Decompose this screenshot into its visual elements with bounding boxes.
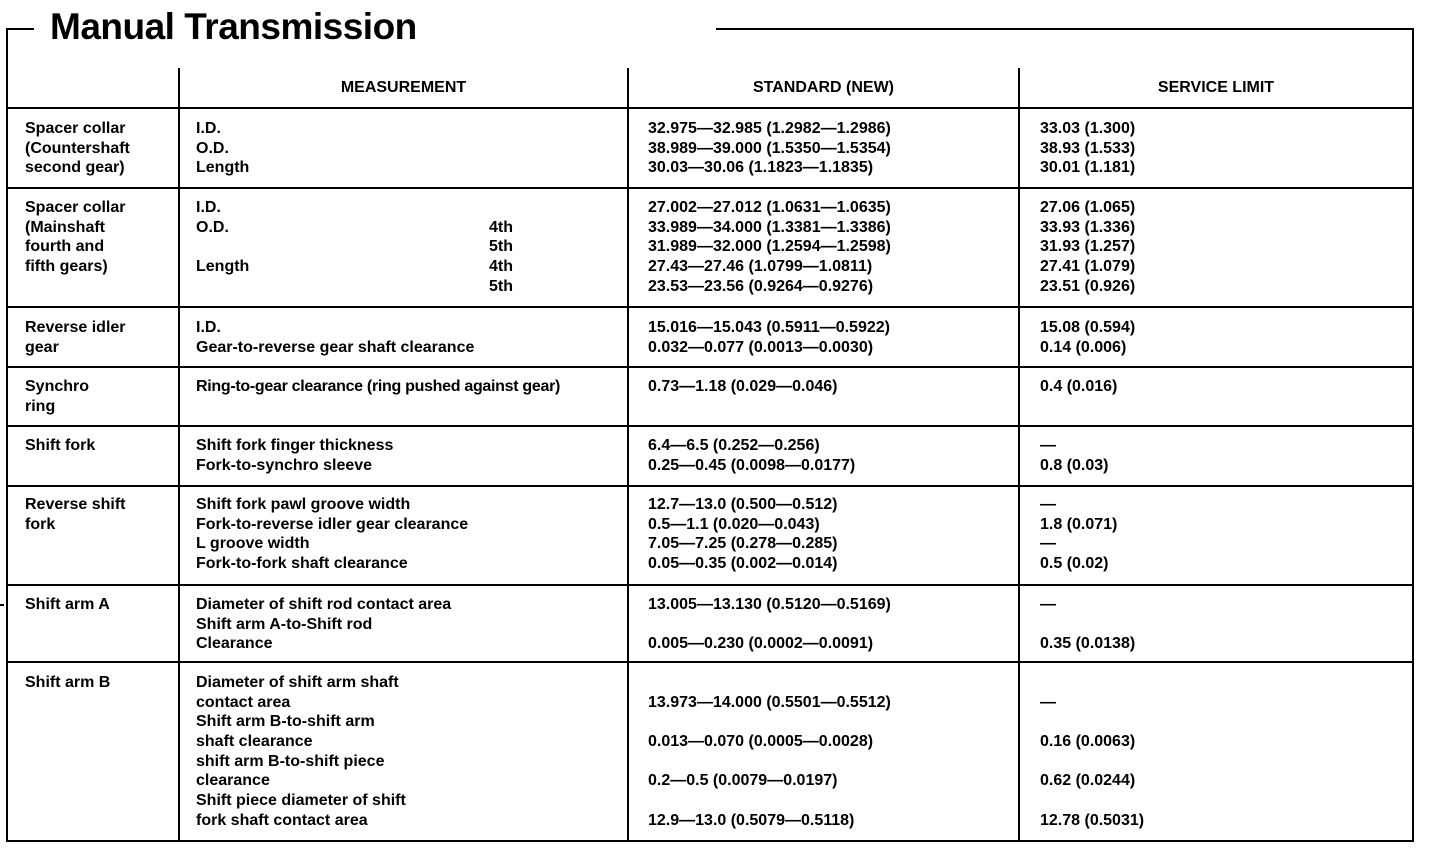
- gear-label: [489, 198, 513, 218]
- row-divider: [6, 306, 1414, 308]
- table-bottom-line: [6, 840, 1414, 842]
- standard-cell: [648, 318, 890, 357]
- measurement-line: I.D.: [196, 319, 221, 336]
- row-divider: [6, 366, 1414, 368]
- measurement-line: Shift arm B-to-shift arm: [196, 713, 375, 731]
- measurement-cell: [196, 595, 451, 654]
- part-line: Spacer collar: [25, 120, 126, 137]
- gear-cell: [489, 198, 513, 296]
- part-line: Shift arm B: [25, 674, 111, 691]
- row-divider: [6, 187, 1414, 189]
- standard-value: 13.005—13.130 (0.5120—0.5169): [648, 596, 891, 613]
- part-line: Reverse shift: [25, 496, 126, 513]
- limit-value: 1.8 (0.071): [1040, 515, 1118, 533]
- limit-value: 30.01 (1.181): [1040, 159, 1136, 177]
- part-line: fourth and: [25, 238, 105, 256]
- measurement-line: shift arm B-to-shift piece: [196, 752, 385, 770]
- part-line: Reverse idler: [25, 319, 126, 336]
- measurement-cell: [196, 436, 393, 475]
- limit-value: 0.8 (0.03): [1040, 456, 1109, 474]
- limit-cell: [1040, 198, 1135, 296]
- gear-label: 5th: [489, 277, 513, 295]
- standard-value: 0.25—0.45 (0.0098—0.0177): [648, 456, 856, 474]
- part-line: Synchro: [25, 378, 90, 395]
- standard-value: 31.989—32.000 (1.2594—1.2598): [648, 238, 891, 256]
- measurement-line: Length: [196, 258, 250, 276]
- part-line: second gear): [25, 159, 125, 177]
- limit-value: —: [1040, 596, 1056, 613]
- standard-value: 32.975—32.985 (1.2982—1.2986): [648, 120, 891, 137]
- page-title: Manual Transmission: [50, 6, 417, 47]
- part-line: (Countershaft: [25, 139, 130, 157]
- frame-top-left-line: [6, 28, 34, 30]
- part-line: Shift arm A: [25, 596, 110, 613]
- standard-cell: [648, 673, 891, 831]
- part-cell: [25, 119, 130, 178]
- standard-value: 0.032—0.077 (0.0013—0.0030): [648, 338, 874, 356]
- measurement-line: I.D.: [196, 199, 221, 216]
- measurement-line: I.D.: [196, 120, 221, 137]
- standard-cell: [648, 119, 891, 178]
- limit-cell: [1040, 318, 1135, 357]
- measurement-line: shaft clearance: [196, 733, 313, 751]
- standard-value: 0.013—0.070 (0.0005—0.0028): [648, 733, 874, 751]
- standard-value: 12.7—13.0 (0.500—0.512): [648, 496, 838, 513]
- limit-value: [1040, 752, 1144, 772]
- standard-value: 7.05—7.25 (0.278—0.285): [648, 535, 838, 553]
- gear-label: 4th: [489, 258, 513, 276]
- part-line: fork: [25, 515, 56, 533]
- limit-cell: [1040, 377, 1117, 397]
- measurement-line: Shift fork finger thickness: [196, 437, 394, 454]
- measurement-line: L groove width: [196, 535, 310, 553]
- frame-right-line: [1412, 28, 1414, 842]
- measurement-line: contact area: [196, 693, 291, 711]
- column-divider-3: [1018, 68, 1020, 842]
- limit-value: [1040, 712, 1144, 732]
- measurement-line: Ring-to-gear clearance (ring pushed against gear): [196, 378, 561, 395]
- standard-value: 13.973—14.000 (0.5501—0.5512): [648, 693, 891, 711]
- measurement-line: Fork-to-reverse idler gear clearance: [196, 515, 469, 533]
- standard-cell: [648, 495, 837, 574]
- standard-cell: [648, 198, 891, 296]
- standard-value: 33.989—34.000 (1.3381—1.3386): [648, 218, 891, 236]
- limit-cell: [1040, 436, 1108, 475]
- standard-cell: [648, 436, 855, 475]
- limit-value: —: [1040, 693, 1056, 711]
- standard-value: 38.989—39.000 (1.5350—1.5354): [648, 139, 891, 157]
- measurement-cell: [196, 673, 406, 831]
- measurement-cell: [196, 377, 560, 397]
- header-standard: STANDARD (NEW): [752, 79, 894, 96]
- standard-value: 15.016—15.043 (0.5911—0.5922): [648, 319, 890, 336]
- standard-value: 0.5—1.1 (0.020—0.043): [648, 515, 820, 533]
- standard-value: 0.73—1.18 (0.029—0.046): [648, 378, 838, 395]
- measurement-line: O.D.: [196, 218, 229, 236]
- part-cell: [25, 495, 126, 534]
- part-cell: [25, 595, 110, 615]
- part-cell: [25, 377, 89, 416]
- limit-value: [1040, 615, 1135, 635]
- measurement-line: Shift arm A-to-Shift rod: [196, 615, 373, 633]
- measurement-cell: [196, 495, 468, 574]
- standard-value: 30.03—30.06 (1.1823—1.1835): [648, 159, 874, 177]
- limit-value: 33.93 (1.336): [1040, 218, 1136, 236]
- standard-value: [648, 791, 891, 811]
- standard-value: [648, 615, 891, 635]
- standard-value: [648, 712, 891, 732]
- header-measurement: MEASUREMENT: [340, 79, 467, 96]
- limit-value: 38.93 (1.533): [1040, 139, 1136, 157]
- standard-value: 0.005—0.230 (0.0002—0.0091): [648, 635, 874, 653]
- limit-value: [1040, 791, 1144, 811]
- limit-value: [1040, 673, 1144, 693]
- measurement-line: O.D.: [196, 139, 229, 157]
- part-line: gear: [25, 338, 59, 356]
- measurement-line: Fork-to-synchro sleeve: [196, 456, 373, 474]
- standard-value: 6.4—6.5 (0.252—0.256): [648, 437, 820, 454]
- row-divider: [6, 425, 1414, 427]
- limit-cell: [1040, 119, 1135, 178]
- standard-value: [648, 673, 891, 693]
- standard-value: 27.002—27.012 (1.0631—1.0635): [648, 199, 891, 216]
- header-divider: [6, 107, 1414, 109]
- measurement-line: clearance: [196, 772, 270, 790]
- gear-label: 5th: [489, 238, 513, 256]
- header-service-limit: SERVICE LIMIT: [1157, 79, 1275, 96]
- standard-cell: [648, 377, 837, 397]
- limit-value: 0.16 (0.0063): [1040, 733, 1136, 751]
- limit-value: —: [1040, 535, 1056, 553]
- measurement-line: [196, 277, 249, 297]
- standard-cell: [648, 595, 891, 654]
- limit-cell: [1040, 495, 1117, 574]
- part-cell: [25, 673, 110, 693]
- part-line: ring: [25, 397, 56, 415]
- limit-value: —: [1040, 496, 1056, 513]
- measurement-line: Diameter of shift arm shaft: [196, 674, 399, 691]
- row-divider: [6, 661, 1414, 663]
- row-divider: [6, 485, 1414, 487]
- column-divider-2: [627, 68, 629, 842]
- measurement-line: fork shaft contact area: [196, 811, 368, 829]
- limit-value: 23.51 (0.926): [1040, 277, 1136, 295]
- limit-value: 0.35 (0.0138): [1040, 635, 1136, 653]
- part-line: Shift fork: [25, 437, 96, 454]
- limit-value: 0.14 (0.006): [1040, 338, 1127, 356]
- limit-value: 0.62 (0.0244): [1040, 772, 1136, 790]
- measurement-line: Length: [196, 159, 250, 177]
- row-divider: [6, 584, 1414, 586]
- part-cell: [25, 436, 95, 456]
- limit-value: 0.5 (0.02): [1040, 555, 1109, 573]
- part-line: Spacer collar: [25, 199, 126, 216]
- limit-value: 12.78 (0.5031): [1040, 811, 1145, 829]
- standard-value: [648, 752, 891, 772]
- standard-value: 12.9—13.0 (0.5079—0.5118): [648, 811, 855, 829]
- limit-cell: [1040, 595, 1135, 654]
- measurement-cell: [196, 119, 249, 178]
- frame-top-right-line: [716, 28, 1414, 30]
- part-line: (Mainshaft: [25, 218, 105, 236]
- measurement-line: Gear-to-reverse gear shaft clearance: [196, 338, 475, 356]
- measurement-cell: [196, 318, 474, 357]
- part-line: fifth gears): [25, 258, 108, 276]
- measurement-line: Fork-to-fork shaft clearance: [196, 555, 408, 573]
- measurement-line: Shift piece diameter of shift: [196, 792, 406, 810]
- limit-value: —: [1040, 437, 1056, 454]
- standard-value: 23.53—23.56 (0.9264—0.9276): [648, 277, 874, 295]
- measurement-line: Clearance: [196, 635, 273, 653]
- limit-value: 27.06 (1.065): [1040, 199, 1136, 216]
- frame-left-line: [6, 28, 8, 842]
- measurement-cell: [196, 198, 249, 296]
- column-divider-1: [178, 68, 180, 842]
- measurement-line: [196, 237, 249, 257]
- limit-cell: [1040, 673, 1144, 831]
- gear-label: 4th: [489, 218, 513, 236]
- limit-value: 31.93 (1.257): [1040, 238, 1136, 256]
- limit-value: 15.08 (0.594): [1040, 319, 1136, 336]
- measurement-line: Shift fork pawl groove width: [196, 496, 411, 513]
- part-cell: [25, 318, 126, 357]
- standard-value: 27.43—27.46 (1.0799—1.0811): [648, 258, 873, 276]
- limit-value: 0.4 (0.016): [1040, 378, 1118, 395]
- limit-value: 33.03 (1.300): [1040, 120, 1136, 137]
- measurement-line: Diameter of shift rod contact area: [196, 596, 452, 613]
- part-cell: [25, 198, 126, 277]
- standard-value: 0.2—0.5 (0.0079—0.0197): [648, 772, 838, 790]
- limit-value: 27.41 (1.079): [1040, 258, 1136, 276]
- margin-tick-mark: [0, 604, 4, 606]
- standard-value: 0.05—0.35 (0.002—0.014): [648, 555, 838, 573]
